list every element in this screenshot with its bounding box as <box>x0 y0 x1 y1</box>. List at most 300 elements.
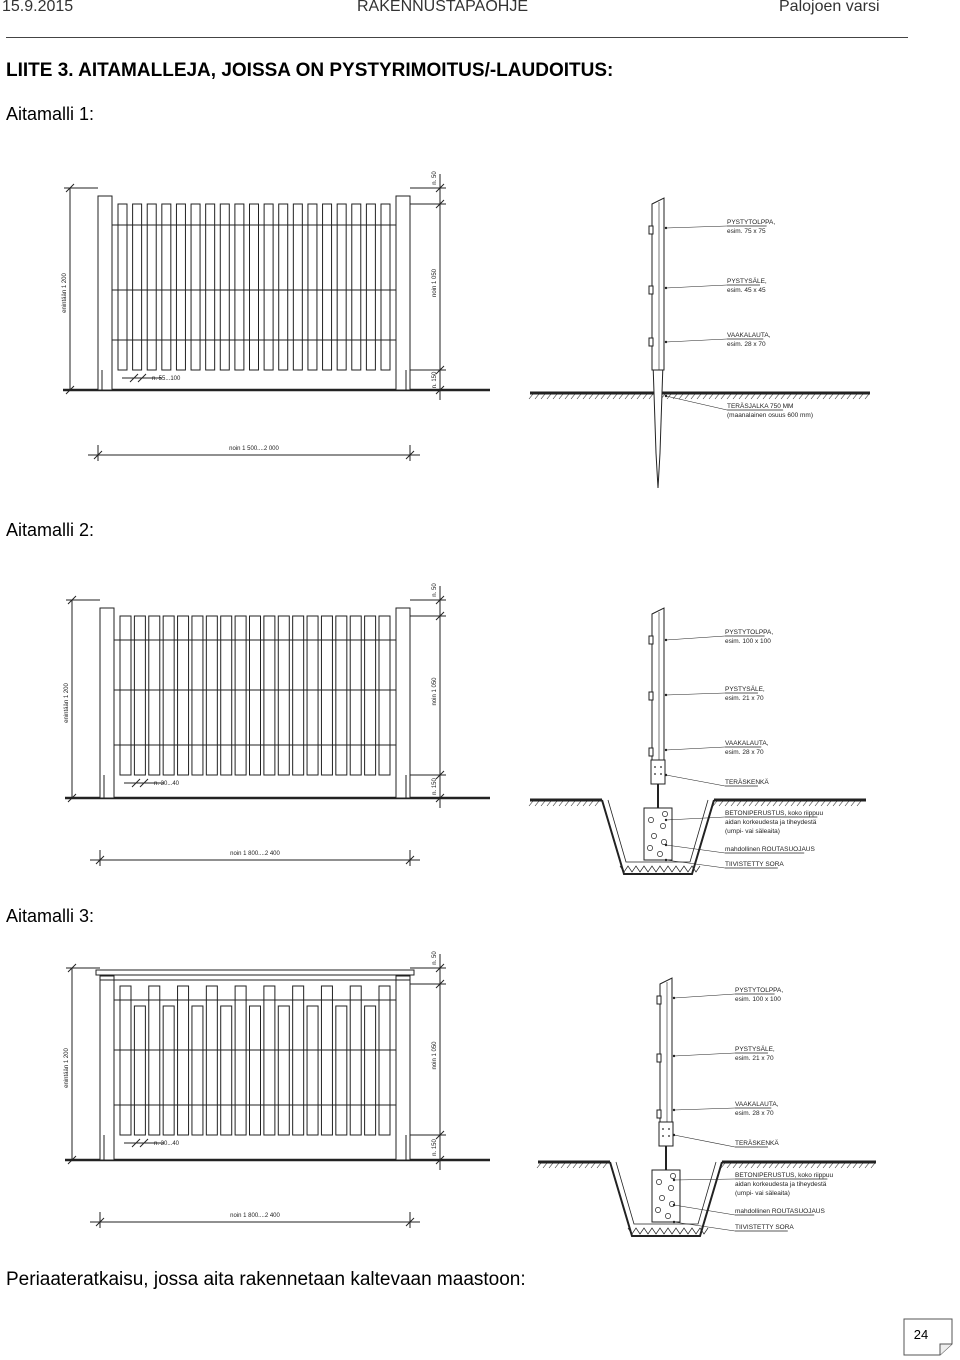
model-3-section-ground-hatch <box>579 1163 583 1168</box>
model-3-picket <box>120 986 131 1135</box>
model-3-section-ground-hatch <box>555 1163 559 1168</box>
model-1-picket <box>308 204 317 370</box>
model-1-section-ground-hatch <box>703 394 707 399</box>
model-2-section-steel-shoe <box>651 760 665 784</box>
model-1-section-ground-hatch <box>595 394 599 399</box>
model-1-section-ground-hatch <box>805 394 809 399</box>
model-1-section-ground-hatch <box>757 394 761 399</box>
model-1-section-ground-hatch <box>679 394 683 399</box>
model-1-picket <box>206 204 215 370</box>
model-3-section-shoe-bolt <box>668 1135 670 1137</box>
model-1-section-ground-hatch <box>601 394 605 399</box>
model-3-section-ground-hatch <box>727 1163 731 1168</box>
model-3-section-post-section <box>660 978 672 1122</box>
model-2-section-ground-hatch <box>577 801 581 806</box>
model-2-section-leader-dot <box>665 774 667 776</box>
model-1-section-leader-dot <box>665 395 667 397</box>
model-1-section-ground-hatch <box>793 394 797 399</box>
model-3-top-cap <box>96 970 414 975</box>
model-2-left-post <box>100 608 114 798</box>
model-3-dim-bottom-label: n. 150 <box>432 1139 438 1156</box>
model-1-section-ground-hatch <box>643 394 647 399</box>
model-2-section-leader-dot <box>665 819 667 821</box>
model-1-section-ground-hatch <box>841 394 845 399</box>
model-3-picket <box>350 986 361 1135</box>
model-2-section-ground-hatch <box>851 801 855 806</box>
model-3-section-label: aidan korkeudesta ja tiheydestä <box>735 1181 827 1188</box>
model-1-picket <box>191 204 200 370</box>
model-1-section-ground-hatch <box>541 394 545 399</box>
model-1-section-ground-hatch <box>799 394 803 399</box>
model-2-section-label: (umpi- vai säleaita) <box>725 828 780 835</box>
model-1-left-post <box>98 196 112 390</box>
model-1-section-ground-hatch <box>607 394 611 399</box>
model-1-heading: Aitamalli 1: <box>6 104 95 124</box>
model-3-section-ground-hatch <box>847 1163 851 1168</box>
model-3-picket <box>178 986 189 1135</box>
model-3-section-aggregate <box>668 1185 673 1190</box>
model-3-section-ground-hatch <box>745 1163 749 1168</box>
model-2-section-rail-section <box>649 636 653 644</box>
model-1-section-ground-hatch <box>649 394 653 399</box>
model-3-section-ground-hatch <box>573 1163 577 1168</box>
model-2-section-ground-hatch <box>559 801 563 806</box>
model-3-picket <box>336 1006 347 1135</box>
model-2-section-aggregate <box>651 833 656 838</box>
model-2-section-ground-hatch <box>839 801 843 806</box>
model-3-section-ground-hatch <box>763 1163 767 1168</box>
model-3-section-aggregate <box>665 1213 670 1218</box>
model-3-section-rail-section <box>657 1110 661 1118</box>
model-3-section-ground-hatch <box>585 1163 589 1168</box>
model-3-section-aggregate <box>656 1179 661 1184</box>
model-3-section-ground-hatch <box>751 1163 755 1168</box>
model-2-section-leader <box>666 636 725 640</box>
model-1-section-ground-hatch <box>553 394 557 399</box>
model-2-section-ground-hatch <box>803 801 807 806</box>
model-1-picket <box>264 204 273 370</box>
model-1-section-label: esim. 28 x 70 <box>727 341 766 348</box>
model-2-section-leader-dot <box>665 749 667 751</box>
model-2-section-ground-hatch <box>779 801 783 806</box>
model-2-section-ground-hatch <box>767 801 771 806</box>
model-1-section-ground-hatch <box>859 394 863 399</box>
model-1-section-ground-hatch <box>709 394 713 399</box>
model-3-picket <box>321 986 332 1135</box>
model-1-section-label: PYSTYTOLPPA, <box>727 219 776 226</box>
model-1-picket <box>250 204 259 370</box>
model-1-section-ground-hatch <box>865 394 869 399</box>
model-1-section-leader <box>666 396 727 410</box>
model-3-section-shoe-bolt <box>662 1135 664 1137</box>
model-2-section-rail-section <box>649 748 653 756</box>
model-1-picket <box>293 204 302 370</box>
model-3-picket <box>163 1006 174 1135</box>
model-1-section-ground-hatch <box>739 394 743 399</box>
model-3-section-leader <box>674 1053 735 1056</box>
model-3-heading: Aitamalli 3: <box>6 906 95 926</box>
model-2-section-aggregate <box>648 817 653 822</box>
model-3-section-leader-dot <box>673 997 675 999</box>
model-3-section-ground-hatch <box>567 1163 571 1168</box>
model-3-section-rail-section <box>657 996 661 1004</box>
model-1-section-label: VAAKALAUTA, <box>727 332 771 339</box>
model-3-section-ground-hatch <box>871 1163 875 1168</box>
model-2-section-label: esim. 100 x 100 <box>725 638 771 645</box>
model-2-section-leader-dot <box>665 694 667 696</box>
model-3-section-label: esim. 21 x 70 <box>735 1055 774 1062</box>
model-3-picket <box>206 986 217 1135</box>
model-1-section-ground-hatch <box>529 394 533 399</box>
model-3-section-leader-dot <box>673 1221 675 1223</box>
model-1-section-ground-hatch <box>727 394 731 399</box>
model-1-section-leader <box>666 339 727 342</box>
model-2-section-ground-hatch <box>725 801 729 806</box>
model-1-section-ground-hatch <box>697 394 701 399</box>
model-2-section-rail-section <box>649 692 653 700</box>
model-2-section-shoe-bolt <box>654 766 656 768</box>
model-3-picket <box>235 986 246 1135</box>
model-2-section-aggregate <box>660 823 665 828</box>
model-1-section-ground-hatch <box>829 394 833 399</box>
model-3-section-leader-dot <box>673 1204 675 1206</box>
model-1-dim-bottom-label: n. 150 <box>432 371 438 389</box>
model-3-section-aggregate <box>659 1195 664 1200</box>
model-1-picket <box>162 204 171 370</box>
model-3-section-ground-hatch <box>537 1163 541 1168</box>
model-2-section-leader <box>666 817 725 820</box>
model-1-section-ground-hatch <box>565 394 569 399</box>
model-3-section-ground-hatch <box>841 1163 845 1168</box>
model-3-section-ground-hatch <box>829 1163 833 1168</box>
model-3-section-ground-hatch <box>543 1163 547 1168</box>
model-1-dim-board-label: noin 1 050 <box>432 268 438 298</box>
model-2-right-post <box>396 608 410 798</box>
model-3-section-leader <box>674 1135 735 1147</box>
model-2-section-leader <box>666 693 725 695</box>
model-1-section-rail-section <box>649 286 653 294</box>
model-1-section-ground-hatch <box>733 394 737 399</box>
model-3-picket <box>278 1006 289 1135</box>
model-3-section-ground-hatch <box>823 1163 827 1168</box>
model-1-picket <box>279 204 288 370</box>
model-3-section-label: (umpi- vai säleaita) <box>735 1190 790 1197</box>
model-2-section-ground-hatch <box>833 801 837 806</box>
model-1-section-ground-hatch <box>637 394 641 399</box>
model-1-section-label: esim. 75 x 75 <box>727 228 766 235</box>
model-2-dim-height-label: enintään 1 200 <box>64 683 70 723</box>
model-3-section-ground-hatch <box>835 1163 839 1168</box>
model-2-section-ground-hatch <box>761 801 765 806</box>
model-2-section-ground-hatch <box>529 801 533 806</box>
model-1-picket <box>220 204 229 370</box>
model-2-section-leader-dot <box>665 639 667 641</box>
header-center-title: RAKENNUSTAPAOHJE <box>357 0 528 15</box>
model-2-section-leader <box>666 775 725 786</box>
model-3-section-aggregate <box>655 1207 660 1212</box>
model-2-section-ground-hatch <box>535 801 539 806</box>
model-1-section-ground-hatch <box>625 394 629 399</box>
model-3-picket <box>365 1006 376 1135</box>
model-3-section-label: TERÄSKENKÄ <box>735 1140 779 1147</box>
model-3-picket <box>250 1006 261 1135</box>
model-1-picket <box>381 204 390 370</box>
model-3-section-leader-dot <box>673 1109 675 1111</box>
model-1-section-leader-dot <box>665 227 667 229</box>
model-2-section-leader <box>666 747 725 750</box>
model-3-section-label: mahdollinen ROUTASUOJAUS <box>735 1208 825 1215</box>
model-2-section-leader-dot <box>665 859 667 861</box>
model-3-section-ground-hatch <box>811 1163 815 1168</box>
model-3-section-label: TIIVISTETTY SORA <box>735 1224 794 1231</box>
model-1-section-post-section <box>652 198 664 370</box>
model-3-section-leader-dot <box>673 1179 675 1181</box>
model-1-picket <box>147 204 156 370</box>
model-1-picket <box>323 204 332 370</box>
model-2-section-post-section <box>652 608 664 760</box>
model-1-section-ground-hatch <box>691 394 695 399</box>
model-3-section-leader-dot <box>673 1055 675 1057</box>
model-1-section-ground-hatch <box>685 394 689 399</box>
model-1-section-ground-hatch <box>811 394 815 399</box>
model-1-picket <box>235 204 244 370</box>
model-1-section-ground-hatch <box>571 394 575 399</box>
model-3-dim-width-label: noin 1 800....2 400 <box>230 1213 280 1219</box>
model-2-section-aggregate <box>647 845 652 850</box>
model-3-section-ground-hatch <box>757 1163 761 1168</box>
model-1-section-ground-hatch <box>619 394 623 399</box>
model-2-section-ground-hatch <box>785 801 789 806</box>
model-3-section-ground-hatch <box>817 1163 821 1168</box>
model-3-section-leader <box>674 1179 735 1180</box>
model-2-section-ground-hatch <box>541 801 545 806</box>
model-2-section-label: aidan korkeudesta ja tiheydestä <box>725 819 817 826</box>
model-1-section-ground-hatch <box>745 394 749 399</box>
model-3-dim-board-label: noin 1 050 <box>432 1041 438 1070</box>
model-2-heading: Aitamalli 2: <box>6 520 95 540</box>
model-2-section-shoe-bolt <box>660 766 662 768</box>
model-3-section-ground-hatch <box>591 1163 595 1168</box>
model-1-section-rail-section <box>649 338 653 346</box>
model-3-section-shoe-bolt <box>668 1128 670 1130</box>
model-1-dim-gap-label: n. 55...100 <box>152 376 181 382</box>
model-1-picket <box>176 204 185 370</box>
model-1-picket <box>352 204 361 370</box>
model-3-right-post <box>396 976 410 1160</box>
model-2-section-ground-hatch <box>821 801 825 806</box>
model-1-right-post <box>396 196 410 390</box>
model-1-picket <box>337 204 346 370</box>
model-2-section-ground-hatch <box>583 801 587 806</box>
model-3-section-ground-hatch <box>733 1163 737 1168</box>
model-1-section-ground-hatch <box>535 394 539 399</box>
model-1-section-label: TERÄSJALKA 750 MM <box>727 403 794 410</box>
model-2-section-shoe-bolt <box>654 773 656 775</box>
model-1-section-ground-hatch <box>763 394 767 399</box>
model-1-section-ground-hatch <box>835 394 839 399</box>
model-1-section-ground-hatch <box>775 394 779 399</box>
model-2-section-shoe-bolt <box>660 773 662 775</box>
model-3-section-leader <box>674 1205 735 1215</box>
page-number-box <box>903 1318 953 1356</box>
model-3-section-leader <box>674 994 735 998</box>
model-1-picket <box>133 204 142 370</box>
model-1-section-ground-hatch <box>577 394 581 399</box>
model-1-section-rail-section <box>649 226 653 234</box>
model-2-dim-width-label: noin 1 800....2 400 <box>230 851 280 857</box>
model-1-section-ground-hatch <box>583 394 587 399</box>
model-2-section-label: esim. 28 x 70 <box>725 749 764 756</box>
model-2-section-ground-hatch <box>553 801 557 806</box>
model-2-section-ground-hatch <box>565 801 569 806</box>
model-3-picket <box>264 986 275 1135</box>
page-number: 24 <box>913 1327 929 1342</box>
model-2-section-ground-hatch <box>731 801 735 806</box>
model-3-section-ground-hatch <box>603 1163 607 1168</box>
model-2-section-ground-hatch <box>749 801 753 806</box>
model-3-dim-top-label: n. 50 <box>432 951 438 965</box>
model-3-picket <box>293 986 304 1135</box>
model-3-section-label: esim. 100 x 100 <box>735 996 781 1003</box>
model-1-section-leader <box>666 285 727 288</box>
model-3-picket <box>379 986 390 1135</box>
model-2-section-ground-hatch <box>857 801 861 806</box>
model-2-section-ground-hatch <box>737 801 741 806</box>
model-1-picket <box>366 204 375 370</box>
model-3-left-post <box>100 976 114 1160</box>
model-2-section-ground-hatch <box>755 801 759 806</box>
model-1-section-ground-hatch <box>853 394 857 399</box>
model-2-section-label: TERÄSKENKÄ <box>725 779 769 786</box>
model-2-section-label: PYSTYTOLPPA, <box>725 629 774 636</box>
model-3-section-leader-dot <box>673 1134 675 1136</box>
model-3-section-ground-hatch <box>805 1163 809 1168</box>
model-3-section-shoe-bolt <box>662 1128 664 1130</box>
model-2-section-leader-dot <box>665 844 667 846</box>
model-3-section-ground-hatch <box>865 1163 869 1168</box>
model-2-dim-gap-label: n. 30...40 <box>154 781 180 787</box>
model-3-dim-gap-label: n. 30...40 <box>154 1141 180 1147</box>
model-3-section-aggregate <box>670 1173 675 1178</box>
model-3-picket <box>307 1006 318 1135</box>
model-1-section-ground-hatch <box>721 394 725 399</box>
model-1-section-leader <box>666 226 727 228</box>
model-1-dim-height-label: enintään 1 200 <box>62 273 68 313</box>
model-1-dim-top-label: n. 50 <box>432 171 438 185</box>
model-3-section-label: PYSTYSÄLE, <box>735 1046 775 1053</box>
model-3-section-ground-hatch <box>775 1163 779 1168</box>
model-3-picket <box>221 1006 232 1135</box>
model-2-section-ground-hatch <box>809 801 813 806</box>
model-3-section-ground-hatch <box>781 1163 785 1168</box>
model-1-section-label: (maanalainen osuus 600 mm) <box>727 412 813 419</box>
model-3-section-label: VAAKALAUTA, <box>735 1101 779 1108</box>
model-2-section-label: esim. 21 x 70 <box>725 695 764 702</box>
model-2-section-label: mahdollinen ROUTASUOJAUS <box>725 846 815 853</box>
model-2-dim-bottom-label: n. 150 <box>432 778 438 795</box>
model-1-section-ground-hatch <box>781 394 785 399</box>
model-2-section-label: VAAKALAUTA, <box>725 740 769 747</box>
model-2-section-ground-hatch <box>791 801 795 806</box>
model-1-section-ground-hatch <box>847 394 851 399</box>
model-3-section-ground-hatch <box>739 1163 743 1168</box>
model-3-section-label: BETONIPERUSTUS, koko riippuu <box>735 1172 834 1179</box>
model-3-dim-height-label: enintään 1 200 <box>64 1048 70 1088</box>
model-2-section-ground-hatch <box>815 801 819 806</box>
model-1-section-label: PYSTYSÄLE, <box>727 278 767 285</box>
model-2-section-ground-hatch <box>719 801 723 806</box>
model-2-dim-top-label: n. 50 <box>432 583 438 597</box>
model-3-section-ground-hatch <box>793 1163 797 1168</box>
footer-heading: Periaateratkaisu, jossa aita rakennetaan kaltevaan maastoon: <box>6 1269 526 1290</box>
model-3-section-ground-hatch <box>859 1163 863 1168</box>
model-1-section-ground-hatch <box>631 394 635 399</box>
model-1-section-ground-hatch <box>787 394 791 399</box>
model-3-section-ground-hatch <box>787 1163 791 1168</box>
model-2-section-label: TIIVISTETTY SORA <box>725 861 784 868</box>
model-1-section-ground-hatch <box>547 394 551 399</box>
model-2-section-ground-hatch <box>547 801 551 806</box>
model-1-section-ground-hatch <box>715 394 719 399</box>
model-2-section-label: BETONIPERUSTUS, koko riippuu <box>725 810 824 817</box>
model-3-section-rail-section <box>657 1054 661 1062</box>
model-1-section-ground-hatch <box>751 394 755 399</box>
model-2-section-ground-hatch <box>589 801 593 806</box>
model-3-section-ground-hatch <box>853 1163 857 1168</box>
model-2-section-ground-hatch <box>571 801 575 806</box>
model-3-section-label: PYSTYTOLPPA, <box>735 987 784 994</box>
model-2-section-ground-hatch <box>845 801 849 806</box>
model-3-section-ground-hatch <box>561 1163 565 1168</box>
header-date: 15.9.2015 <box>2 0 74 15</box>
model-2-dim-board-label: noin 1 050 <box>432 677 438 706</box>
model-3-section-label: esim. 28 x 70 <box>735 1110 774 1117</box>
model-2-section-leader <box>666 845 725 853</box>
model-3-picket <box>134 1006 145 1135</box>
model-2-section-compacted-gravel <box>620 866 700 872</box>
model-1-picket <box>118 204 127 370</box>
model-3-section-compacted-gravel <box>628 1228 708 1234</box>
model-1-section-label: esim. 45 x 45 <box>727 287 766 294</box>
model-1-section-ground-hatch <box>769 394 773 399</box>
model-3-picket <box>149 986 160 1135</box>
model-2-section-ground-hatch <box>773 801 777 806</box>
model-1-section-ground-hatch <box>589 394 593 399</box>
model-2-section-ground-hatch <box>797 801 801 806</box>
page-title: LIITE 3. AITAMALLEJA, JOISSA ON PYSTYRIMOITUS/-LAUDOITUS: <box>6 60 614 81</box>
model-2-section-ground-hatch <box>827 801 831 806</box>
model-3-section-ground-hatch <box>549 1163 553 1168</box>
model-2-section-ground-hatch <box>743 801 747 806</box>
model-2-section-ground-hatch <box>595 801 599 806</box>
model-3-section-ground-hatch <box>799 1163 803 1168</box>
model-1-section-leader-dot <box>665 287 667 289</box>
model-3-section-steel-shoe <box>659 1122 673 1146</box>
model-1-dim-width-label: noin 1 500....2 000 <box>229 446 279 452</box>
header-right-title: Palojoen varsi <box>779 0 880 15</box>
model-1-section-ground-hatch <box>559 394 563 399</box>
model-3-picket <box>192 1006 203 1135</box>
model-3-section-ground-hatch <box>597 1163 601 1168</box>
model-2-section-aggregate <box>662 811 667 816</box>
model-1-section-ground-hatch <box>823 394 827 399</box>
model-2-section-aggregate <box>657 851 662 856</box>
model-1-section-leader-dot <box>665 341 667 343</box>
model-1-section-steel-spike <box>653 363 663 488</box>
model-3-section-leader <box>674 1108 735 1110</box>
model-2-section-label: PYSTYSÄLE, <box>725 686 765 693</box>
model-1-section-ground-hatch <box>817 394 821 399</box>
